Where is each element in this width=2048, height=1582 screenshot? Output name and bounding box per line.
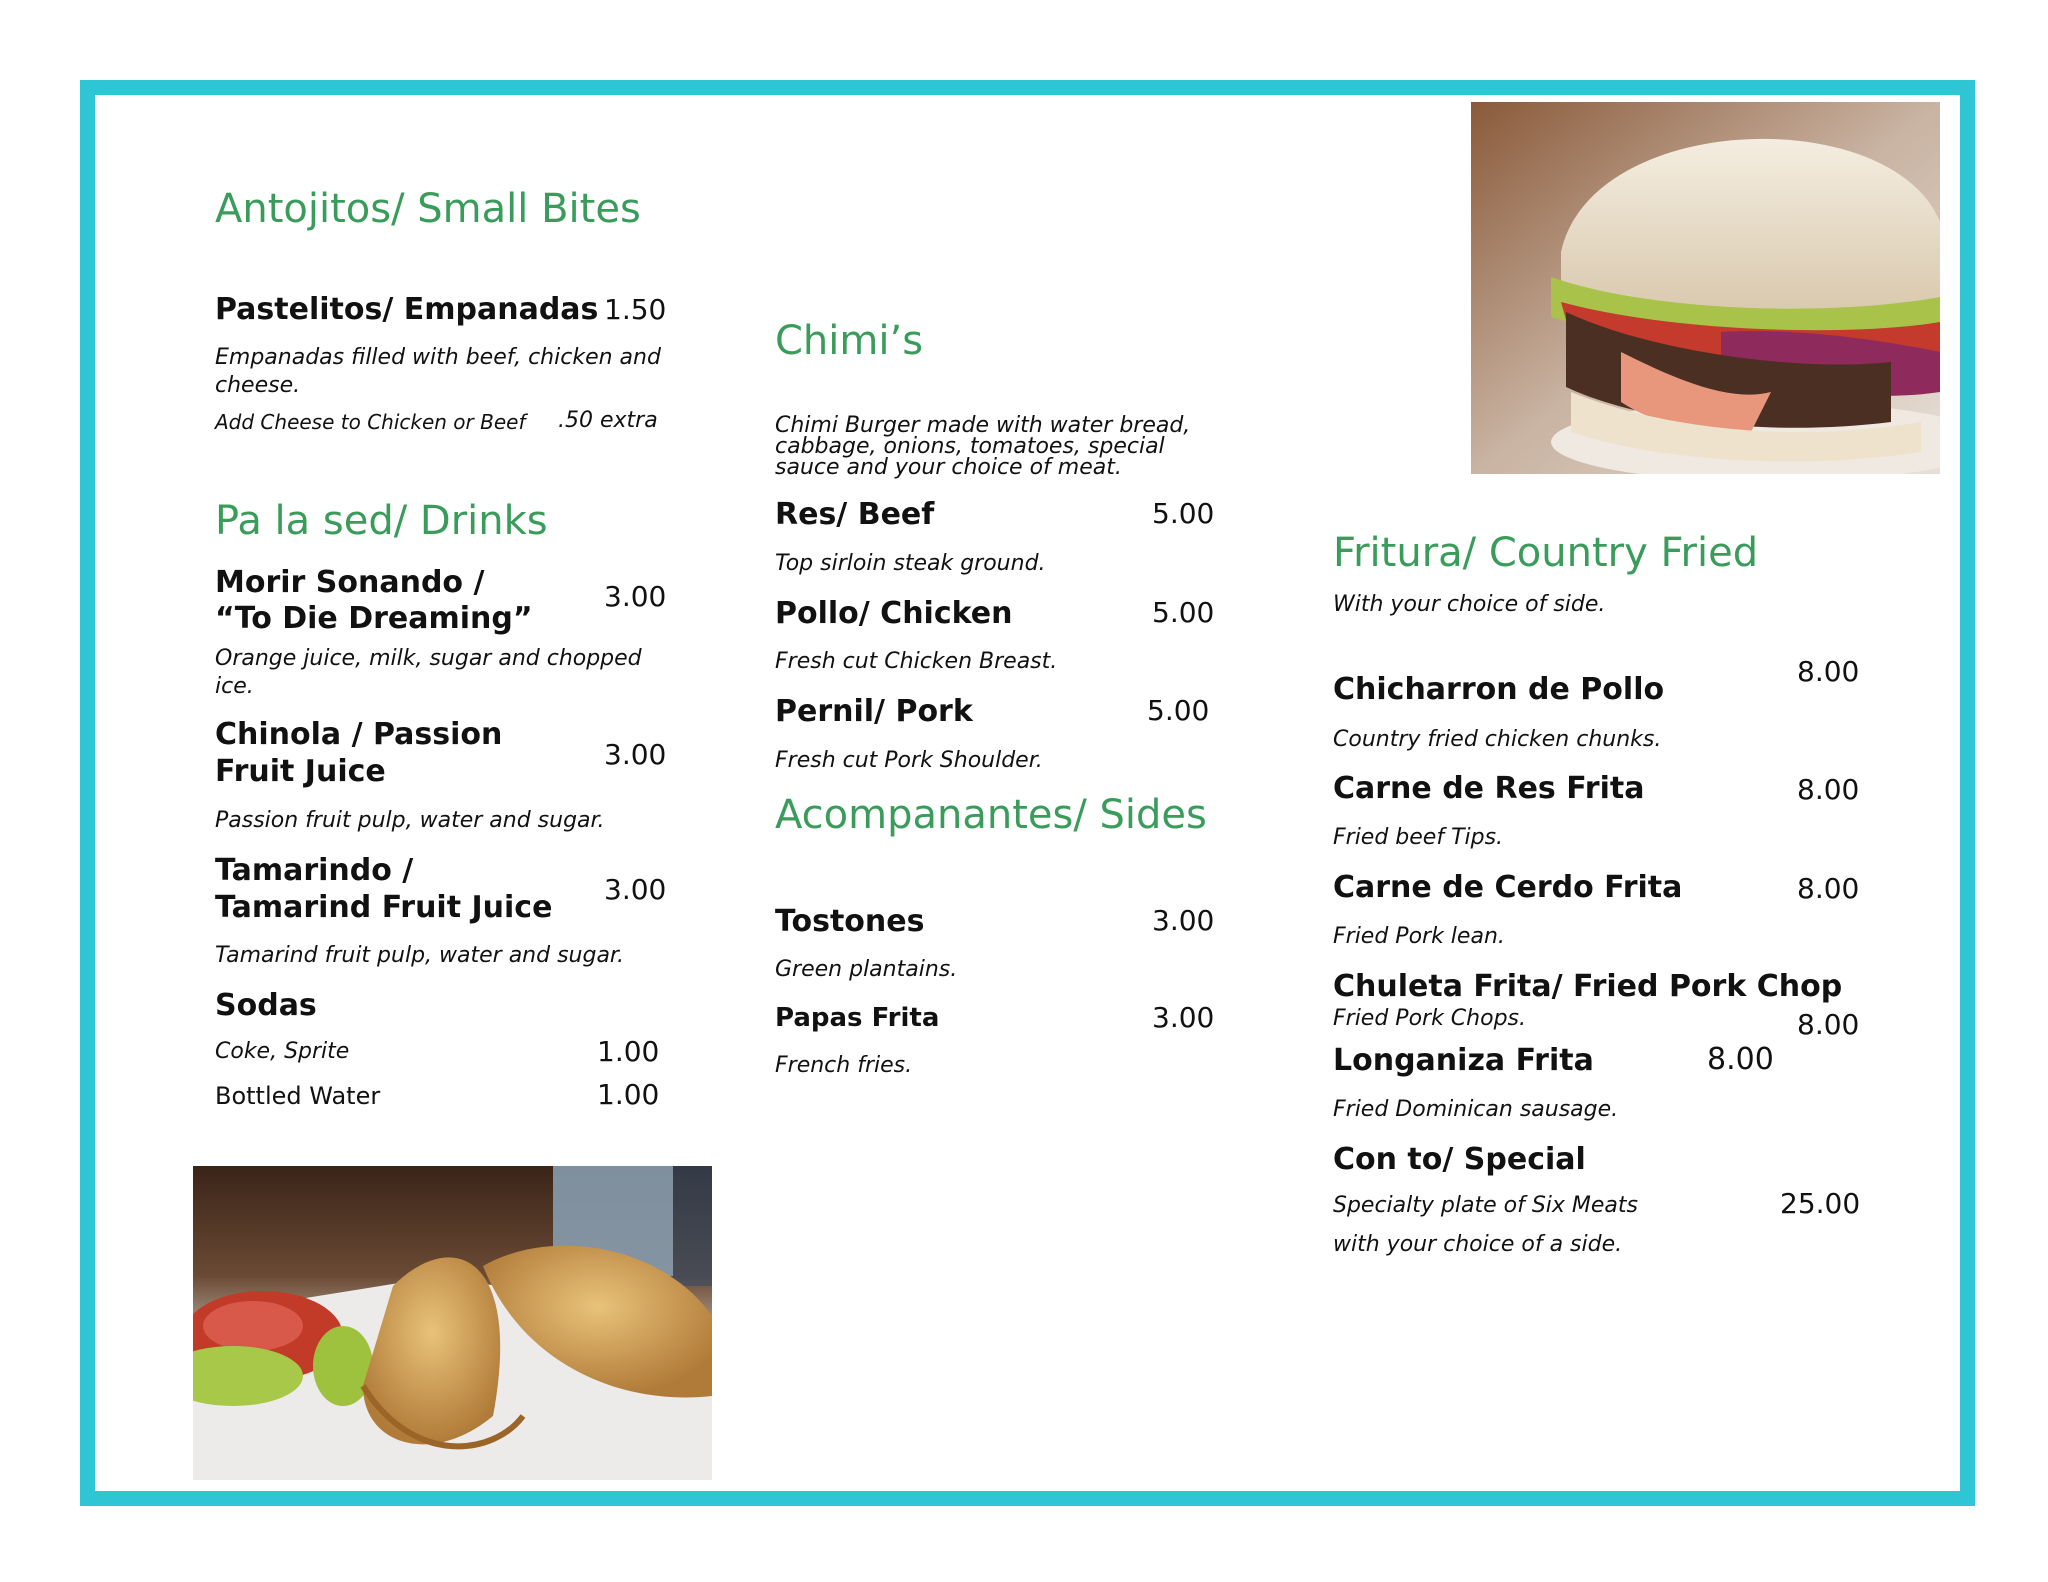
pastelitos-price: 1.50 (604, 293, 667, 326)
morir-desc: Orange juice, milk, sugar and chopped ice. (215, 646, 642, 699)
chuleta-price: 8.00 (1797, 1008, 1860, 1041)
addcheese-desc: Add Cheese to Chicken or Beef (215, 410, 526, 434)
chicharron-name: Chicharron de Pollo (1333, 672, 1665, 707)
chicharron-price: 8.00 (1797, 655, 1860, 688)
morir-name-line1: Morir Sonando / (215, 565, 485, 600)
empanadas-photo (193, 1166, 712, 1480)
chuleta-desc: Fried Pork Chops. (1333, 1006, 1526, 1031)
res-desc: Top sirloin steak ground. (775, 551, 1046, 576)
fritura-sub: With your choice of side. (1333, 592, 1606, 617)
morir-name-line2: “To Die Dreaming” (215, 601, 533, 636)
chinola-name: Chinola / Passion Fruit Juice (215, 717, 503, 789)
conto-desc-line2: with your choice of a side. (1333, 1232, 1623, 1257)
tamarindo-name: Tamarindo / Tamarind Fruit Juice (215, 853, 553, 925)
pollo-desc: Fresh cut Chicken Breast. (775, 649, 1058, 674)
morir-price: 3.00 (604, 580, 667, 613)
longaniza-price: 8.00 (1707, 1042, 1774, 1077)
pastelitos-name: Pastelitos/ Empanadas (215, 292, 599, 327)
papas-desc: French fries. (775, 1053, 913, 1078)
pollo-price: 5.00 (1152, 596, 1215, 629)
tamarindo-price: 3.00 (604, 873, 667, 906)
papas-price: 3.00 (1152, 1001, 1215, 1034)
addcheese-price: .50 extra (558, 408, 658, 433)
res-frita-price: 8.00 (1797, 773, 1860, 806)
chuleta-name: Chuleta Frita/ Fried Pork Chop (1333, 969, 1843, 1004)
longaniza-desc: Fried Dominican sausage. (1333, 1097, 1619, 1122)
water-name: Bottled Water (215, 1082, 381, 1110)
chinola-price: 3.00 (604, 738, 667, 771)
pernil-desc: Fresh cut Pork Shoulder. (775, 748, 1043, 773)
res-frita-name: Carne de Res Frita (1333, 771, 1645, 806)
fritura-heading: Fritura/ Country Fried (1333, 530, 1759, 576)
cerdo-price: 8.00 (1797, 872, 1860, 905)
tostones-desc: Green plantains. (775, 957, 958, 982)
chicharron-desc: Country fried chicken chunks. (1333, 727, 1662, 752)
sodas-desc: Coke, Sprite (215, 1039, 350, 1064)
pollo-name: Pollo/ Chicken (775, 596, 1013, 631)
sodas-name: Sodas (215, 988, 317, 1023)
tamarindo-desc: Tamarind fruit pulp, water and sugar. (215, 943, 624, 968)
papas-name: Papas Frita (775, 1003, 940, 1033)
antojitos-heading: Antojitos/ Small Bites (215, 186, 641, 232)
res-name: Res/ Beef (775, 497, 935, 532)
chinola-desc: Passion fruit pulp, water and sugar. (215, 808, 605, 833)
burger-photo (1471, 102, 1940, 474)
chimi-desc: Chimi Burger made with water bread, cabbage, onions, tomatoes, special sauce and your choice of meat. (775, 413, 1191, 480)
sides-heading: Acompanantes/ Sides (775, 792, 1207, 838)
res-price: 5.00 (1152, 497, 1215, 530)
sodas-price: 1.00 (597, 1035, 660, 1068)
drinks-heading: Pa la sed/ Drinks (215, 498, 548, 544)
pastelitos-desc: Empanadas filled with beef, chicken and cheese. (215, 345, 661, 398)
cerdo-name: Carne de Cerdo Frita (1333, 870, 1683, 905)
chimis-heading: Chimi’s (775, 318, 924, 364)
conto-desc-line1: Specialty plate of Six Meats (1333, 1193, 1638, 1218)
pernil-price: 5.00 (1147, 694, 1210, 727)
res-frita-desc: Fried beef Tips. (1333, 825, 1504, 850)
water-price: 1.00 (597, 1078, 660, 1111)
conto-price: 25.00 (1780, 1187, 1861, 1220)
longaniza-name: Longaniza Frita (1333, 1043, 1594, 1078)
tostones-price: 3.00 (1152, 904, 1215, 937)
cerdo-desc: Fried Pork lean. (1333, 924, 1505, 949)
pernil-name: Pernil/ Pork (775, 694, 973, 729)
tostones-name: Tostones (775, 904, 925, 939)
conto-name: Con to/ Special (1333, 1142, 1586, 1177)
